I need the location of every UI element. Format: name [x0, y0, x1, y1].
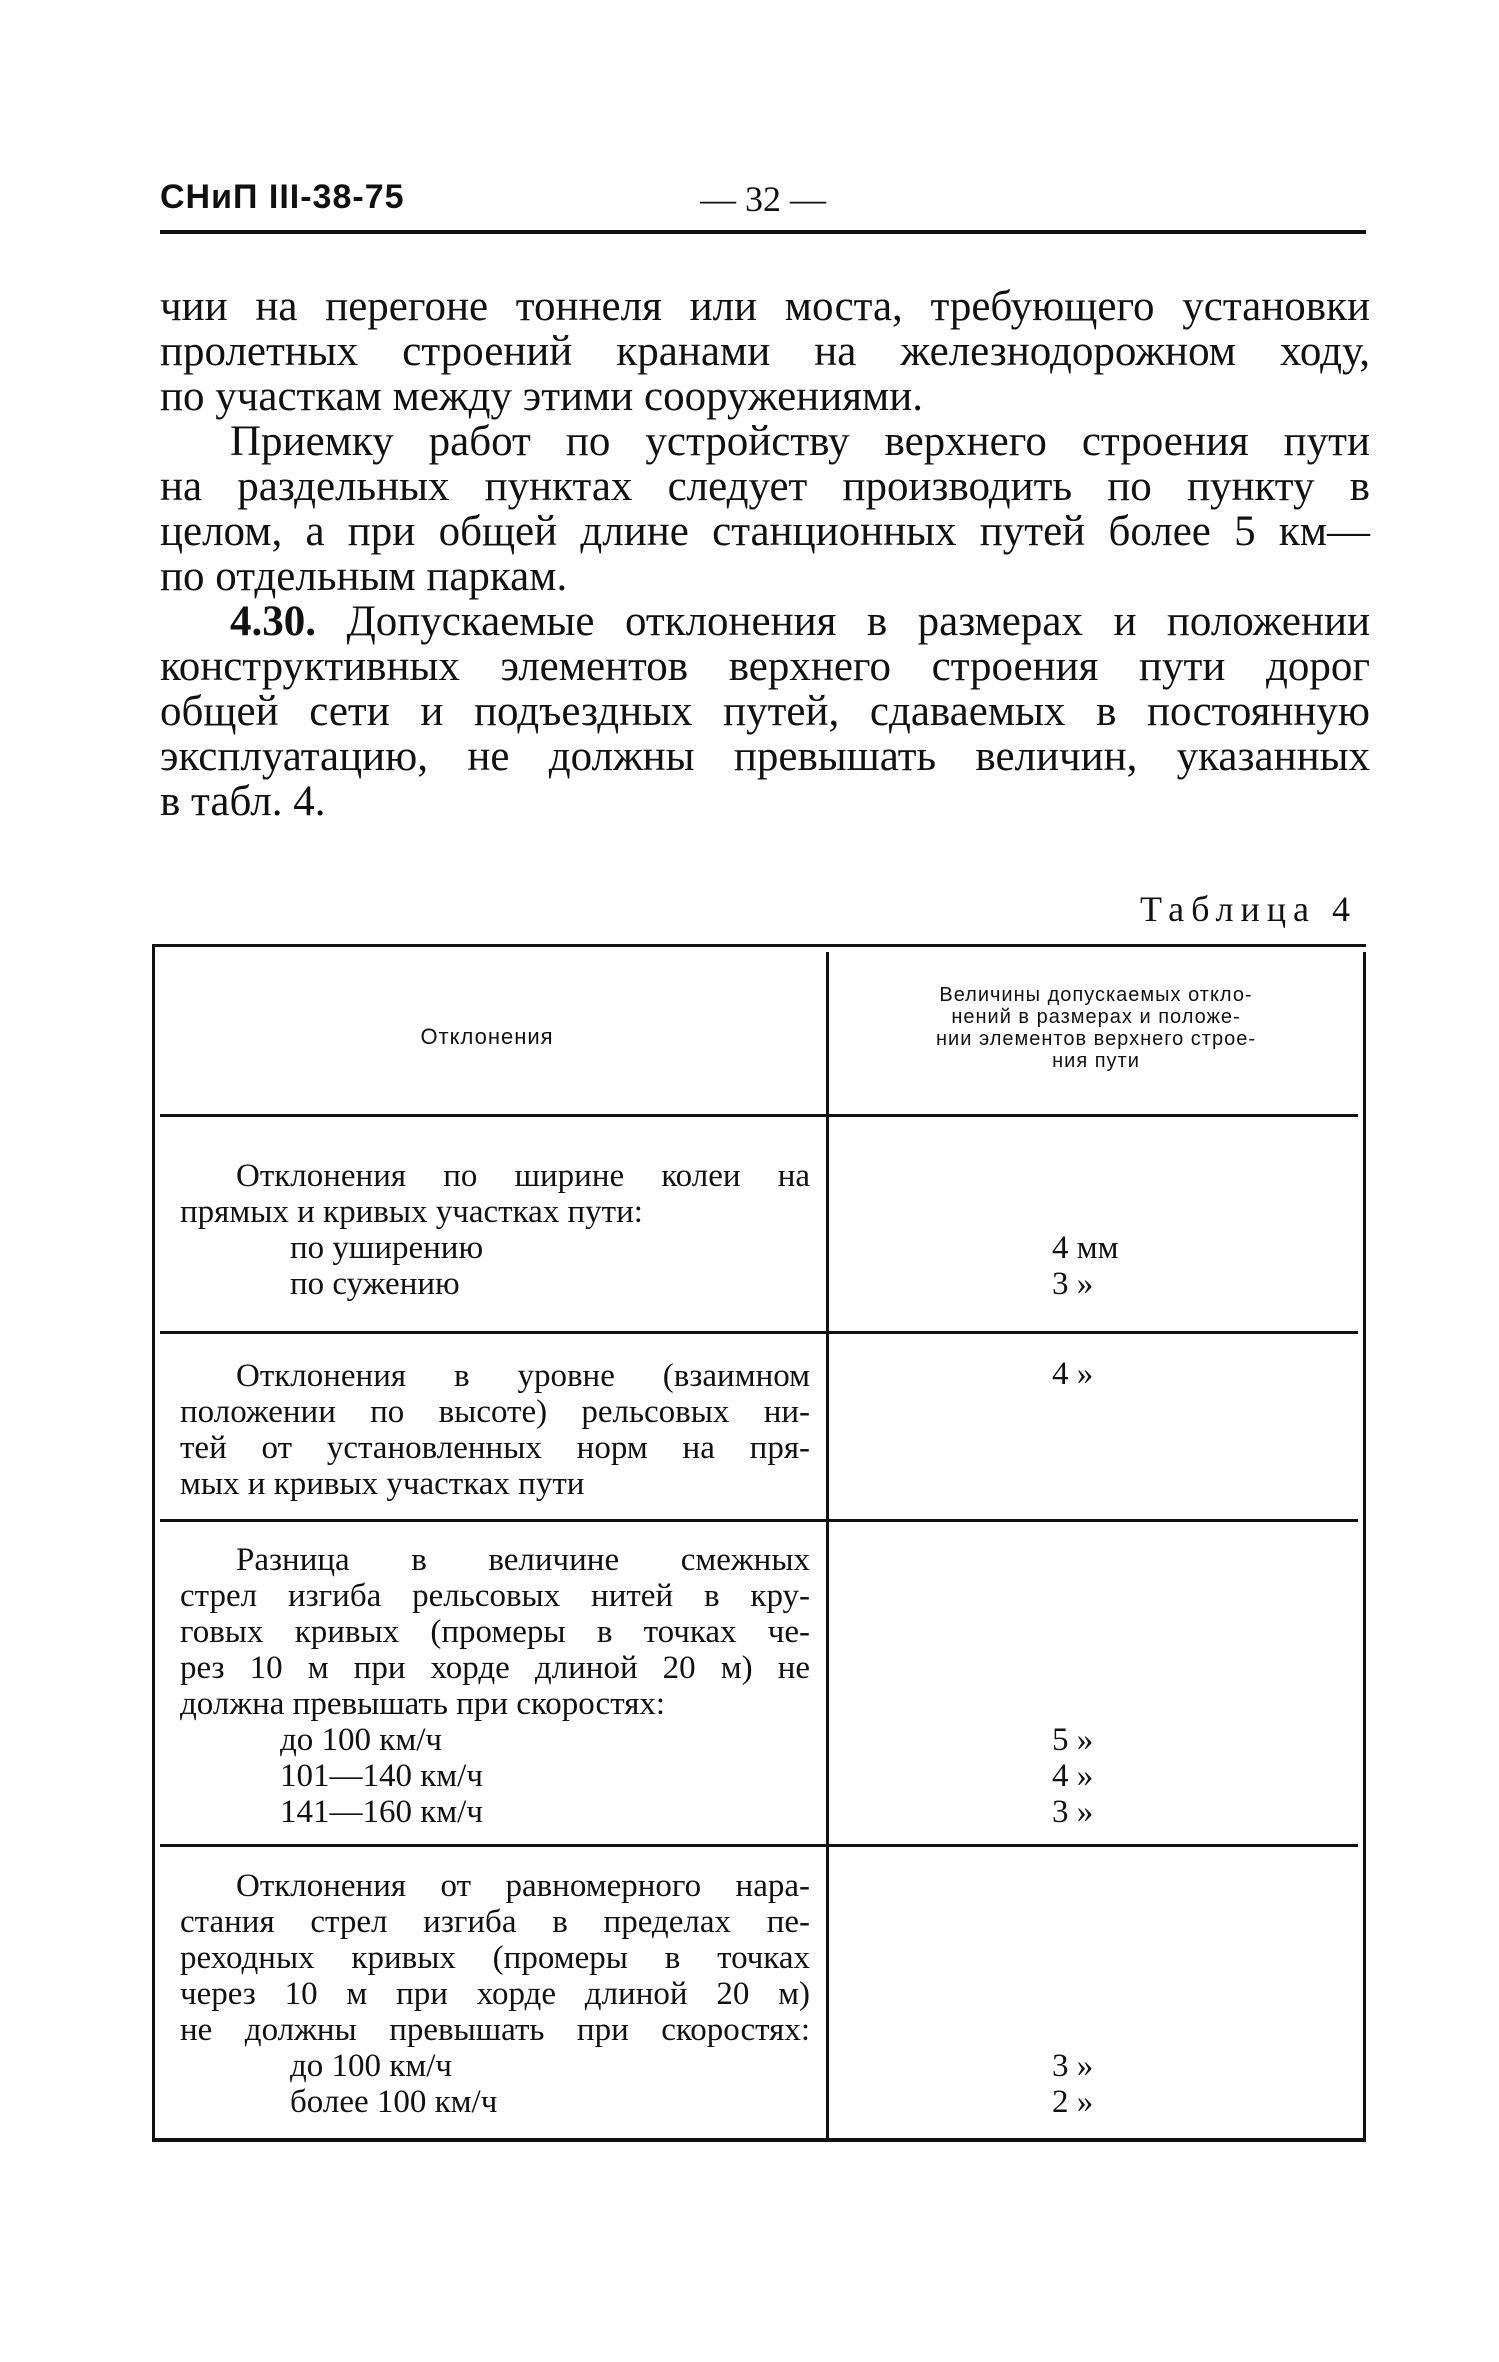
- row-text-line: положении по высоте) рельсовых ни-: [180, 1394, 810, 1430]
- table-right-border: [1363, 952, 1366, 2138]
- row-text-line: должна превышать при скоростях:: [180, 1686, 666, 1722]
- table-bottom-rule: [152, 2138, 1366, 2142]
- row-text-line: Отклонения в уровне (взаимном: [236, 1358, 810, 1394]
- row-rule: [160, 1519, 1358, 1522]
- text-line: в табл. 4.: [160, 778, 326, 825]
- table-left-border: [152, 944, 155, 2142]
- text-line: на раздельных пунктах следует производить по пункту в: [160, 463, 1370, 510]
- row-text-line: Отклонения по ширине колеи на: [236, 1158, 810, 1194]
- row-value: 2 »: [1052, 2084, 1094, 2120]
- table-row: [180, 1158, 810, 1302]
- row-text-line: реходных кривых (промеры в точках: [180, 1940, 810, 1976]
- row-sub-item: до 100 км/ч: [280, 1722, 442, 1758]
- header-rule: [160, 230, 1366, 234]
- page-header: [160, 178, 1366, 222]
- table-header-rule: [160, 1114, 1358, 1117]
- text-line: по отдельным паркам.: [160, 553, 568, 600]
- table-column-divider: [826, 952, 829, 2138]
- text-line: эксплуатацию, не должны превышать величин, указанных: [160, 733, 1370, 780]
- page-number: — 32 —: [700, 179, 826, 219]
- row-text-line: Разница в величине смежных: [236, 1542, 810, 1578]
- row-text-line: мых и кривых участках пути: [180, 1466, 585, 1502]
- deviation-table: [152, 944, 1366, 2142]
- row-value: 5 »: [1052, 1722, 1094, 1758]
- header-line: нений в размерах и положе-: [951, 1006, 1241, 1028]
- header-line: ния пути: [1052, 1050, 1140, 1072]
- row-value: 4 »: [1052, 1356, 1094, 1392]
- row-text-line: тей от установленных норм на пря-: [180, 1430, 810, 1466]
- text-line: чии на перегоне тоннеля или моста, требующего установки: [160, 283, 1370, 330]
- row-text-line: не должны превышать при скоростях:: [180, 2012, 810, 2048]
- body-text: [160, 284, 1370, 824]
- column-header-deviations: Отклонения: [420, 1024, 554, 1049]
- row-value: 4 мм: [1052, 1230, 1119, 1266]
- text-fragment: Допускаемые отклонения в размерах и положении: [346, 598, 1371, 645]
- row-text-line: Отклонения от равномерного нара-: [236, 1868, 810, 1904]
- row-sub-item: 141—160 км/ч: [280, 1794, 483, 1830]
- text-line: общей сети и подъездных путей, сдаваемых в постоянную: [160, 688, 1370, 735]
- row-value: 3 »: [1052, 1266, 1094, 1302]
- text-line: конструктивных элементов верхнего строения пути дорог: [160, 643, 1370, 690]
- text-line: целом, а при общей длине станционных путей более 5 км—: [160, 508, 1370, 555]
- row-text-line: через 10 м при хорде длиной 20 м): [180, 1976, 810, 2012]
- row-rule: [160, 1331, 1358, 1334]
- header-line: Величины допускаемых откло-: [939, 984, 1253, 1006]
- row-text-line: говых кривых (промеры в точках че-: [180, 1614, 810, 1650]
- document-code: СНиП III-38-75: [160, 178, 405, 216]
- row-text-line: прямых и кривых участках пути:: [180, 1194, 643, 1230]
- row-sub-item: 101—140 км/ч: [280, 1758, 483, 1794]
- row-value: 3 »: [1052, 1794, 1094, 1830]
- row-sub-item: по сужению: [290, 1266, 460, 1302]
- header-line: нии элементов верхнего строе-: [936, 1028, 1256, 1050]
- row-rule: [160, 1844, 1358, 1847]
- row-sub-item: до 100 км/ч: [290, 2048, 452, 2084]
- row-text-line: стрел изгиба рельсовых нитей в кру-: [180, 1578, 810, 1614]
- row-sub-item: более 100 км/ч: [290, 2084, 498, 2120]
- table-top-rule: [152, 944, 1366, 947]
- column-header-values: [858, 984, 1334, 1072]
- row-value: 4 »: [1052, 1758, 1094, 1794]
- table-row: [180, 1868, 810, 2120]
- table-caption: Таблица 4: [1140, 889, 1357, 929]
- row-text-line: стания стрел изгиба в пределах пе-: [180, 1904, 810, 1940]
- row-sub-item: по уширению: [290, 1230, 484, 1266]
- table-row: [180, 1358, 810, 1502]
- section-number: 4.30.: [230, 598, 316, 645]
- table-row: [180, 1542, 810, 1830]
- text-line: по участкам между этими сооружениями.: [160, 373, 923, 420]
- text-line: [160, 599, 1370, 644]
- row-text-line: рез 10 м при хорде длиной 20 м) не: [180, 1650, 810, 1686]
- text-line: Приемку работ по устройству верхнего строения пути: [230, 418, 1370, 465]
- text-line: пролетных строений кранами на железнодорожном ходу,: [160, 328, 1370, 375]
- row-value: 3 »: [1052, 2048, 1094, 2084]
